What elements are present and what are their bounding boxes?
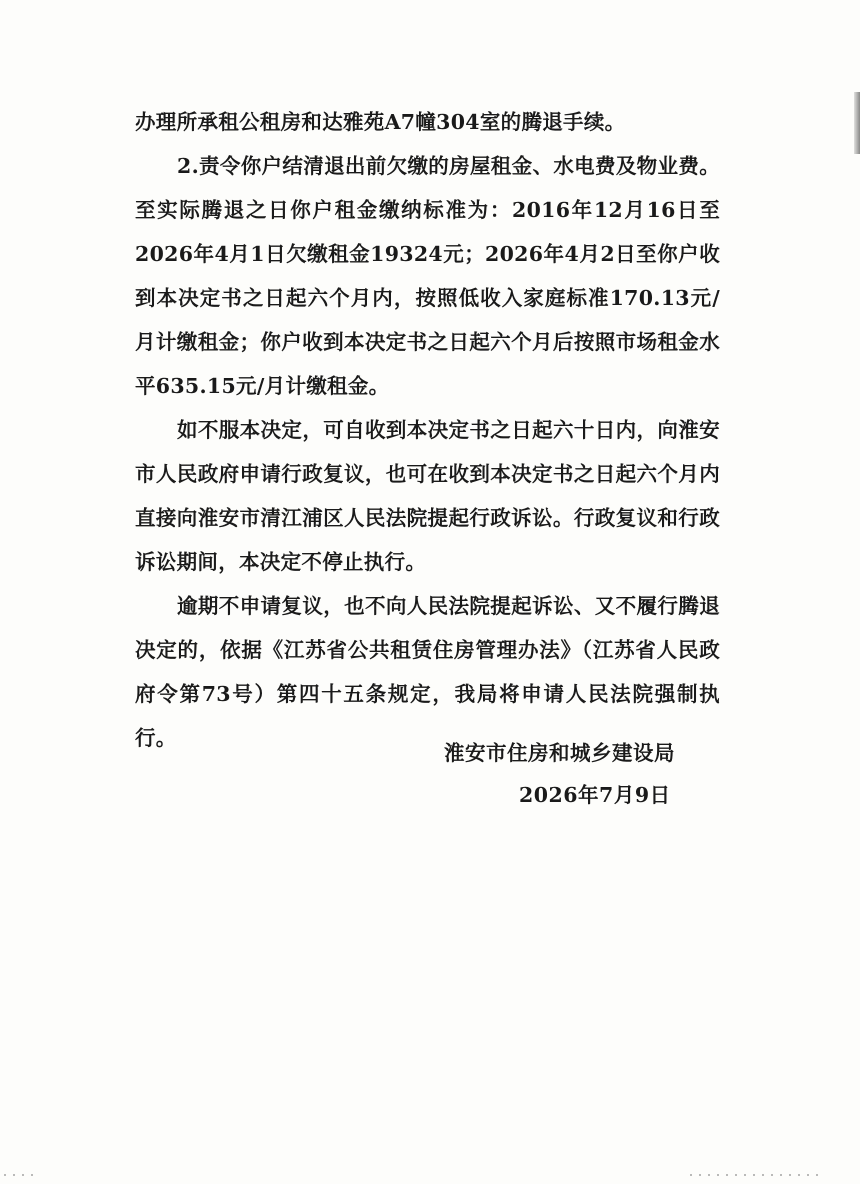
- paragraph-enforcement: 逾期不申请复议，也不向人民法院提起诉讼、又不履行腾退决定的，依据《江苏省公共租赁住房管理办法》（江苏省人民政府令第73号）第四十五条规定，我局将申请人民法院强制执行。: [135, 594, 720, 750]
- paragraph-rent-settlement: 2.责令你户结清退出前欠缴的房屋租金、水电费及物业费。至实际腾退之日你户租金缴纳标准为：2016年12月16日至2026年4月1日欠缴租金19324元；2026年4月2日至你户收到本决定书之日起六个月内，按照低收入家庭标准170.13元/月计缴租金；你户收到本决定书之日起六个月后按照市场租金水平635.15元/月计缴租金。: [135, 154, 720, 398]
- signature-organization: 淮安市住房和城乡建设局: [444, 741, 675, 765]
- paragraph-housing-vacate: 办理所承租公租房和达雅苑A7幢304室的腾退手续。: [135, 110, 626, 134]
- document-body: [135, 100, 720, 760]
- signature-date: 2026年7月9日: [519, 783, 671, 807]
- scan-artifact-left: [4, 1174, 34, 1176]
- paragraph-appeal-rights: 如不服本决定，可自收到本决定书之日起六十日内，向淮安市人民政府申请行政复议，也可在收到本决定书之日起六个月内直接向淮安市清江浦区人民法院提起行政诉讼。行政复议和行政诉讼期间，本决定不停止执行。: [135, 418, 720, 574]
- scan-artifact-right: [690, 1174, 820, 1176]
- scan-edge-shadow: [854, 92, 860, 154]
